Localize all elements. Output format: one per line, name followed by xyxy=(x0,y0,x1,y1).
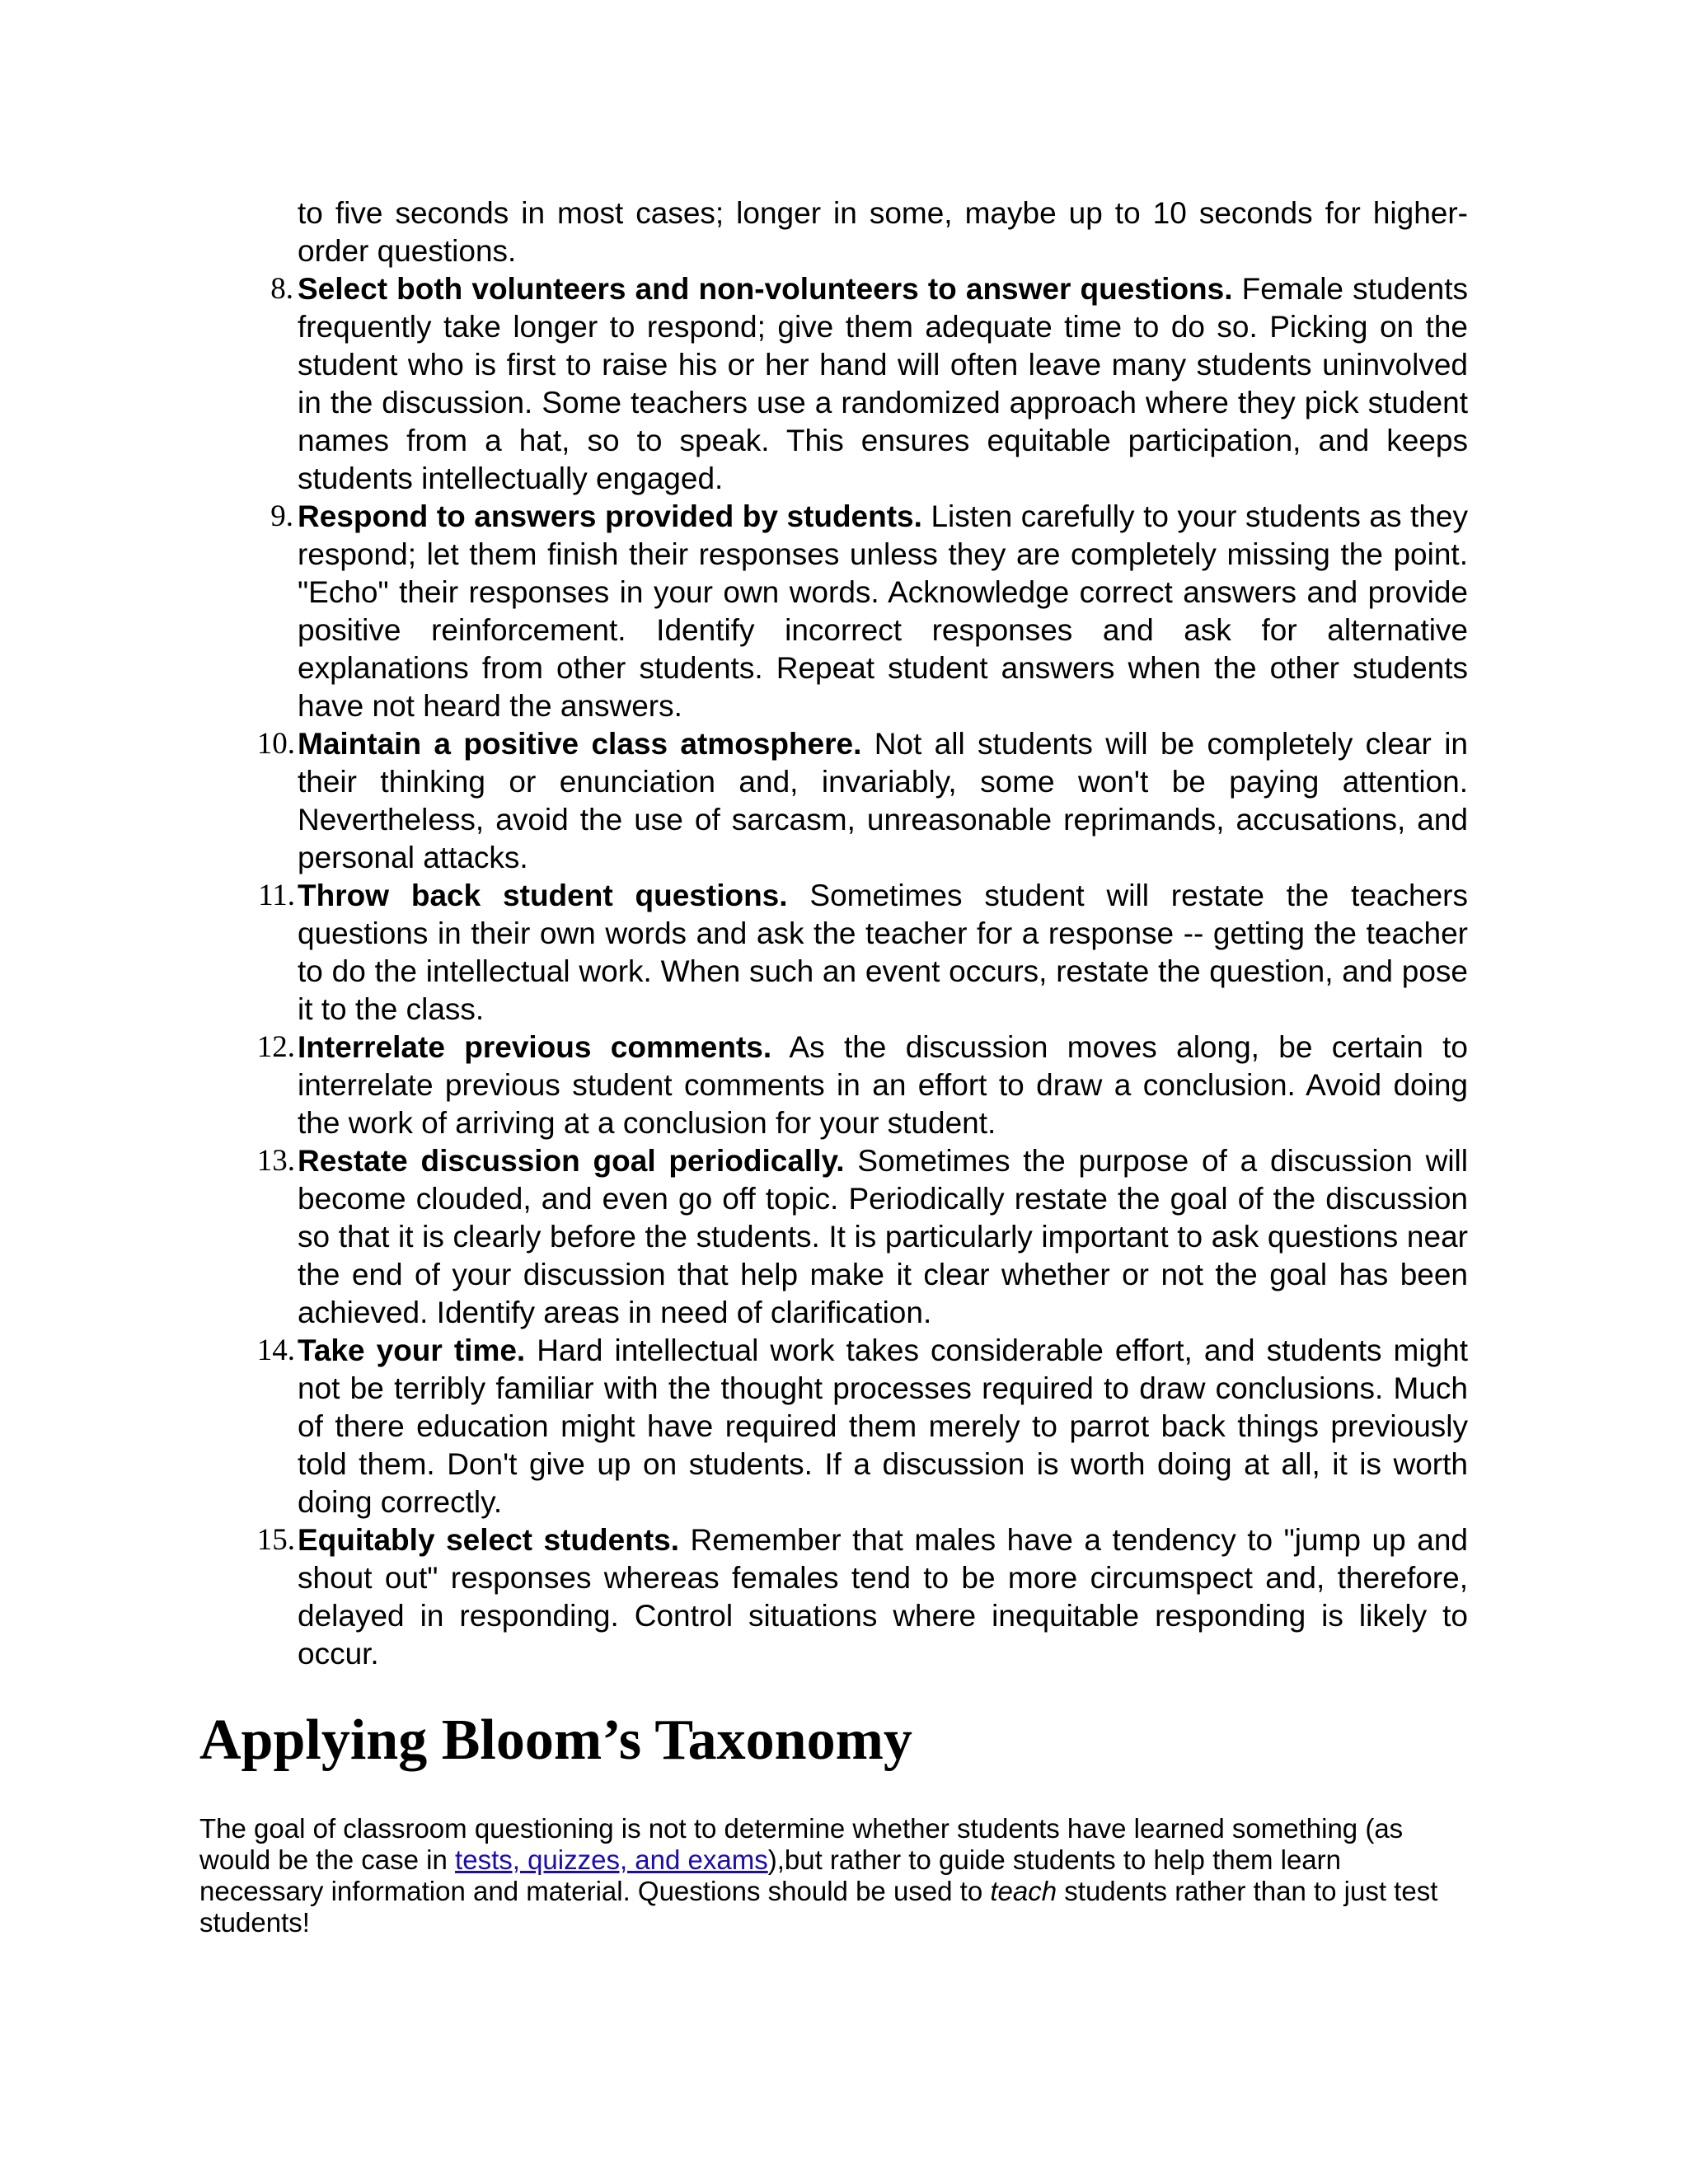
list-item-heading: Throw back student questions. xyxy=(298,879,788,912)
list-item-12 xyxy=(256,1029,1468,1142)
paragraph-text: The goal of classroom questioning is not to determine whether students have learned something (as would be the case in xyxy=(199,1813,1404,1875)
list-item-9 xyxy=(270,498,1468,725)
list-item-heading: Take your time. xyxy=(298,1333,526,1367)
list-number: 14. xyxy=(256,1333,295,1367)
list-item-text: Listen carefully to your students as they respond; let them finish their responses unless they are completely missing the point. "Echo" their responses in your own words. Acknowledge correct answers and provide positive reinforcement. Identify incorrect responses and ask for alternative explanations from other students. Repeat student answers when the other students have not heard the answers. xyxy=(298,499,1468,723)
list-item-text: Hard intellectual work takes considerable effort, and students might not be terribly familiar with the thought processes required to draw conclusions. Much of there education might have required them merely to parrot back things previously told them. Don't give up on students. If a discussion is worth doing at all, it is worth doing correctly. xyxy=(298,1333,1468,1519)
list-item-text: Female students frequently take longer to respond; give them adequate time to do so. Picking on the student who is first to raise his or her hand will often leave many students uninvolved in the discussion. Some teachers use a randomized approach where they pick student names from a hat, so to speak. This ensures equitable participation, and keeps students intellectually engaged. xyxy=(298,272,1468,495)
list-item-text: Sometimes the purpose of a discussion will become clouded, and even go off topic. Periodically restate the goal of the discussion so that it is clearly before the students. It is particularly important to ask questions near the end of your discussion that help make it clear whether or not the goal has been achieved. Identify areas in need of clarification. xyxy=(298,1144,1468,1329)
list-number: 8. xyxy=(270,272,293,306)
list-item-text: Sometimes student will restate the teachers questions in their own words and ask the teacher for a response -- getting the teacher to do the intellectual work. When such an event occurs, restate the question, and pose it to the class. xyxy=(298,879,1468,1026)
paragraph-text: ),but rather to guide students to help them learn necessary information and material. Questions should be used to xyxy=(199,1844,1341,1906)
list-item-heading: Select both volunteers and non-volunteers to answer questions. xyxy=(298,272,1233,306)
section-paragraph xyxy=(199,1813,1461,1938)
list-item-heading: Restate discussion goal periodically. xyxy=(298,1144,845,1178)
list-number: 13. xyxy=(256,1144,295,1178)
list-item-15 xyxy=(256,1521,1468,1673)
list-number: 15. xyxy=(256,1523,295,1557)
list-item-heading: Maintain a positive class atmosphere. xyxy=(298,727,862,761)
tests-quizzes-exams-link[interactable]: tests, quizzes, and exams xyxy=(455,1844,768,1875)
list-item-10 xyxy=(256,725,1468,877)
list-number: 9. xyxy=(270,499,293,533)
list-item-heading: Equitably select students. xyxy=(298,1523,679,1557)
discussion-tips-list xyxy=(256,270,1468,1673)
list-number: 10. xyxy=(256,727,295,761)
emphasized-word: teach xyxy=(990,1876,1057,1906)
section-heading: Applying Bloom’s Taxonomy xyxy=(199,1708,912,1772)
continuation-paragraph: to five seconds in most cases; longer in some, maybe up to 10 seconds for higher-order questions. xyxy=(298,196,1468,268)
list-number: 11. xyxy=(258,879,295,912)
list-item-8 xyxy=(270,270,1468,498)
list-item-14 xyxy=(256,1332,1468,1521)
paragraph-text: students rather than to just test students! xyxy=(199,1876,1438,1938)
list-item-text: Not all students will be completely clear in their thinking or enunciation and, invariably, some won't be paying attention. Nevertheless, avoid the use of sarcasm, unreasonable reprimands, accusations, and personal attacks. xyxy=(298,727,1468,874)
list-item-13 xyxy=(256,1142,1468,1332)
list-item-heading: Respond to answers provided by students. xyxy=(298,499,922,533)
list-item-text: As the discussion moves along, be certain to interrelate previous student comments in an effort to draw a conclusion. Avoid doing the work of arriving at a conclusion for your student. xyxy=(298,1030,1468,1140)
list-item-text: Remember that males have a tendency to "jump up and shout out" responses whereas females tend to be more circumspect and, therefore, delayed in responding. Control situations where inequitable responding is likely to occur. xyxy=(298,1523,1468,1671)
list-number: 12. xyxy=(256,1030,295,1064)
list-item-11 xyxy=(258,877,1468,1029)
list-item-heading: Interrelate previous comments. xyxy=(298,1030,772,1064)
